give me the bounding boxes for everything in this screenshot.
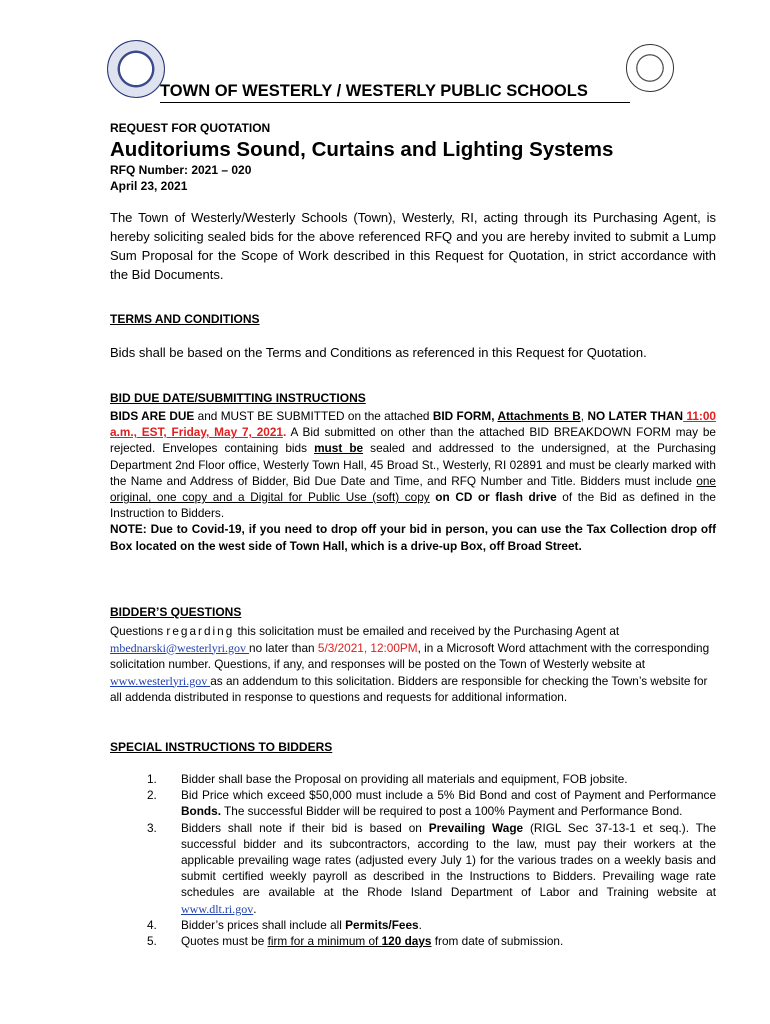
bids-due-text: BIDS ARE DUE xyxy=(110,409,195,423)
list-text: firm for a minimum of xyxy=(267,934,382,949)
attachments-text: Attachments B xyxy=(497,409,581,423)
list-item xyxy=(110,820,716,917)
list-text: . xyxy=(253,901,257,916)
list-text: Bidder’s prices shall include all xyxy=(181,917,346,932)
list-item xyxy=(110,933,716,949)
bid-text: of the Bid as defined in the Instruction to Bidders. xyxy=(110,490,716,521)
question-text: no later than xyxy=(249,640,318,655)
list-text: Prevailing Wage xyxy=(428,820,524,835)
questions-heading: BIDDER’S QUESTIONS xyxy=(110,605,242,619)
bid-form-text: BID FORM, xyxy=(432,409,498,423)
question-text: regarding xyxy=(166,624,235,638)
list-number: 4. xyxy=(147,917,157,932)
bid-text: . xyxy=(282,425,287,440)
list-number: 5. xyxy=(147,934,157,949)
rfq-date: April 23, 2021 xyxy=(110,179,188,193)
list-text: from date of submission. xyxy=(431,934,564,949)
list-text: Bonds. xyxy=(181,804,221,819)
list-text: Bid Price which exceed $50,000 must include a 5% Bid Bond and cost of Payment and Performance xyxy=(181,788,716,803)
bid-text: sealed and addressed to the undersigned, at the Purchasing Department 2nd Floor office, Westerly Town Hall, 45 Broad St., Westerly, RI 02891 and must be clearly marked with the Name and Address of Bidder, Bid Due Date and Time, and RFQ Number and Title. Bidders must include xyxy=(110,441,716,488)
special-instructions-list xyxy=(110,771,716,949)
document-title: Auditoriums Sound, Curtains and Lighting Systems xyxy=(110,138,614,161)
document-type-label: REQUEST FOR QUOTATION xyxy=(110,121,271,135)
terms-heading: TERMS AND CONDITIONS xyxy=(110,312,260,326)
dlt-website-link[interactable]: www.dlt.ri.gov xyxy=(181,901,254,916)
header-title: TOWN OF WESTERLY / WESTERLY PUBLIC SCHOOLS xyxy=(160,82,588,100)
due-datetime: 11:00 a.m., EST, Friday, May 7, 2021 xyxy=(110,409,716,440)
list-number: 2. xyxy=(147,788,157,803)
question-deadline: 5/3/2021, 12:00PM xyxy=(317,640,418,655)
intro-paragraph: The Town of Westerly/Westerly Schools (Town), Westerly, RI, acting through its Purchasing Agent, is hereby soliciting sealed bids for the above referenced RFQ and you are hereby invited to submit a Lump Sum Proposal for the Scope of Work described in this Request for Quotation, in strict accordance with the Bid Documents. xyxy=(110,210,716,282)
town-seal-icon xyxy=(107,40,165,98)
bid-text: A Bid submitted on other than the attached BID BREAKDOWN FORM may be rejected. Envelopes containing bids xyxy=(110,425,716,456)
covid-note: NOTE: Due to Covid-19, if you need to drop off your bid in person, you can use the Tax Collection drop off Box located on the west side of Town Hall, which is a drive-up Box, off Broad Street. xyxy=(110,522,716,553)
question-text: this solicitation must be emailed and received by the Purchasing Agent at xyxy=(234,624,620,638)
purchasing-email-link[interactable]: mbednarski@westerlyri.gov xyxy=(110,640,250,655)
must-be-text: must be xyxy=(314,441,364,456)
list-text: Permits/Fees xyxy=(345,917,419,932)
question-text: Questions xyxy=(110,624,167,638)
bid-due-paragraph xyxy=(110,408,716,554)
list-number: 1. xyxy=(147,772,157,786)
school-seal-icon xyxy=(626,44,674,92)
no-later-than-text: NO LATER THAN xyxy=(587,409,684,423)
header-divider xyxy=(160,102,630,103)
bid-due-heading: BID DUE DATE/SUBMITTING INSTRUCTIONS xyxy=(110,391,366,405)
special-instructions-heading: SPECIAL INSTRUCTIONS TO BIDDERS xyxy=(110,740,333,754)
bid-text: , xyxy=(580,409,588,423)
questions-paragraph xyxy=(110,623,716,706)
list-text: Bidders shall note if their bid is based on xyxy=(181,820,429,835)
list-text: Quotes must be xyxy=(181,934,268,949)
list-item xyxy=(110,787,716,819)
copies-required-text: one original, one copy and a Digital for Public Use (soft) copy xyxy=(110,473,716,505)
list-item xyxy=(110,771,716,787)
list-text: The successful Bidder will be required to post a 100% Payment and Performance Bond. xyxy=(220,804,683,819)
question-text: , in a Microsoft Word attachment with the corresponding solicitation number. Questions, if any, and responses will be posted on the Town of Westerly website at xyxy=(110,640,710,671)
cd-flash-text: on CD or flash drive xyxy=(429,490,557,505)
list-item xyxy=(110,917,716,933)
list-text: 120 days xyxy=(381,934,432,949)
town-website-link[interactable]: www.westerlyri.gov xyxy=(110,673,211,688)
list-number: 3. xyxy=(147,820,157,835)
list-text: (RIGL Sec 37-13-1 et seq.). The successful bidder and its subcontractors, according to the law, must pay their workers at the applicable prevailing wage rates (adjusted every July 1) for the various trades on a weekly basis and submit certified weekly payroll as described in the Instructions to Bidders. Prevailing wage rate schedules are available at the Rhode Island Department of Labor and Training website at xyxy=(181,820,717,900)
list-text: . xyxy=(418,917,422,932)
terms-paragraph: Bids shall be based on the Terms and Conditions as referenced in this Request for Quotation. xyxy=(110,345,647,360)
list-text: Bidder shall base the Proposal on providing all materials and equipment, FOB jobsite. xyxy=(181,772,628,786)
bid-text: and MUST BE SUBMITTED on the attached xyxy=(194,409,433,423)
question-text: as an addendum to this solicitation. Bidders are responsible for checking the Town’s website for all addenda distributed in response to questions and requests for additional information. xyxy=(110,673,708,704)
rfq-number: RFQ Number: 2021 – 020 xyxy=(110,163,252,177)
